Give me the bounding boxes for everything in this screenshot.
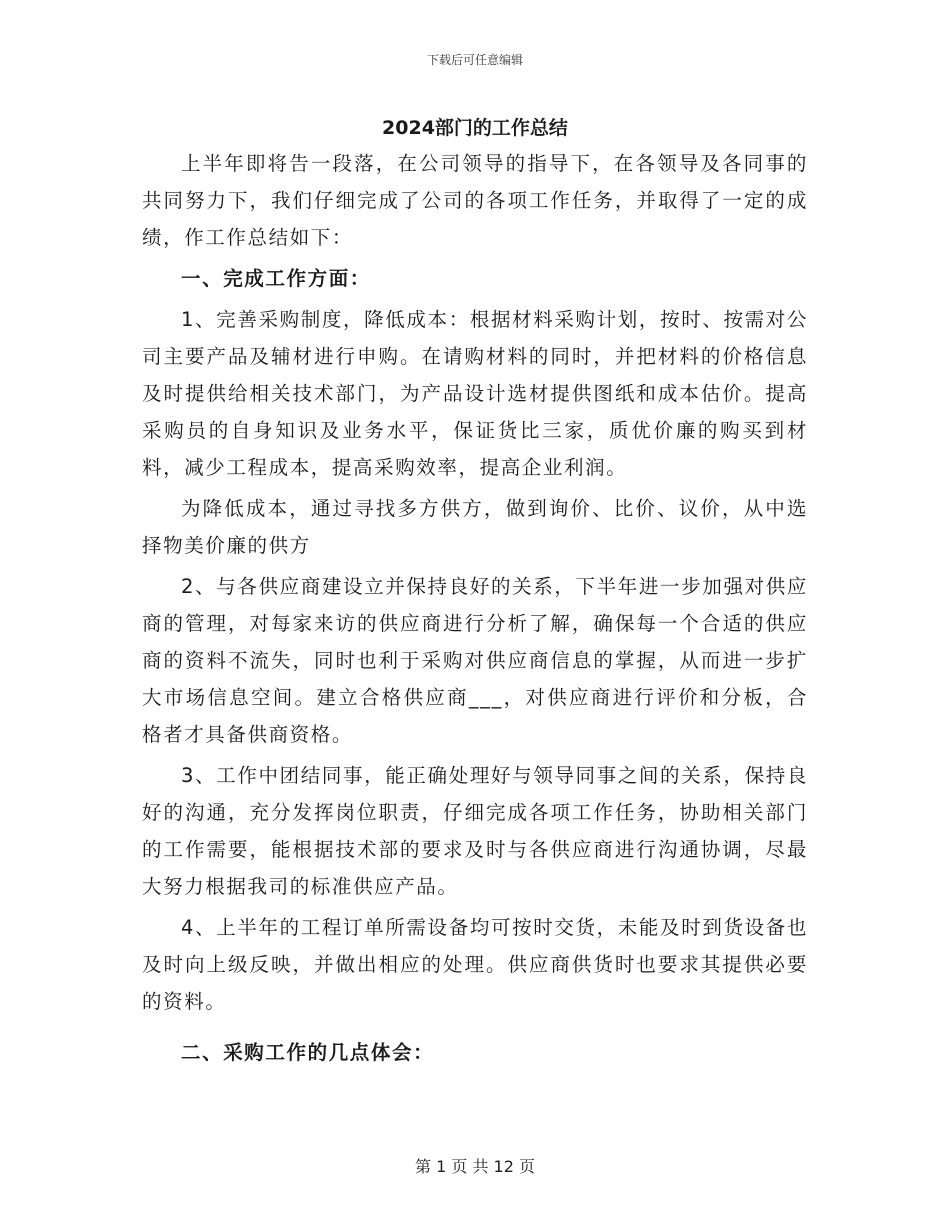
- body-paragraph-3: 2、与各供应商建设立并保持良好的关系，下半年进一步加强对供应商的管理，对每家来访的供应商进行分析了解，确保每一个合适的供应商的资料不流失，同时也利于采购对供应商信息的掌握，从而进一步扩大市场信息空间。建立合格供应商___，对供应商进行评价和分板，合格者才具备供商资格。: [142, 575, 808, 746]
- page-header-note: 下载后可任意编辑: [426, 53, 523, 67]
- document-title: 2024部门的工作总结: [382, 117, 568, 139]
- page-number-footer: 第 1 页 共 12 页: [415, 1157, 535, 1176]
- section-heading-2: 二、采购工作的几点体会：: [181, 1041, 435, 1064]
- intro-paragraph: 上半年即将告一段落，在公司领导的指导下，在各领导及各同事的共同努力下，我们仔细完成了公司的各项工作任务，并取得了一定的成绩，作工作总结如下：: [142, 152, 808, 249]
- body-paragraph-5: 4、上半年的工程订单所需设备均可按时交货，未能及时到货设备也及时向上级反映，并做出相应的处理。供应商供货时也要求其提供必要的资料。: [142, 916, 808, 1013]
- section-heading-1: 一、完成工作方面：: [181, 267, 371, 290]
- body-paragraph-1: 1、完善采购制度，降低成本：根据材料采购计划，按时、按需对公司主要产品及辅材进行申购。在请购材料的同时，并把材料的价格信息及时提供给相关技术部门，为产品设计选材提供图纸和成本估价。提高采购员的自身知识及业务水平，保证货比三家，质优价廉的购买到材料，减少工程成本，提高采购效率，提高企业利润。: [142, 308, 808, 479]
- body-paragraph-2: 为降低成本，通过寻找多方供方，做到询价、比价、议价，从中选择物美价廉的供方: [142, 497, 808, 557]
- document-body: [142, 145, 808, 1071]
- body-paragraph-4: 3、工作中团结同事，能正确处理好与领导同事之间的关系，保持良好的沟通，充分发挥岗位职责，仔细完成各项工作任务，协助相关部门的工作需要，能根据技术部的要求及时与各供应商进行沟通协调，尽最大努力根据我司的标准供应产品。: [142, 764, 808, 898]
